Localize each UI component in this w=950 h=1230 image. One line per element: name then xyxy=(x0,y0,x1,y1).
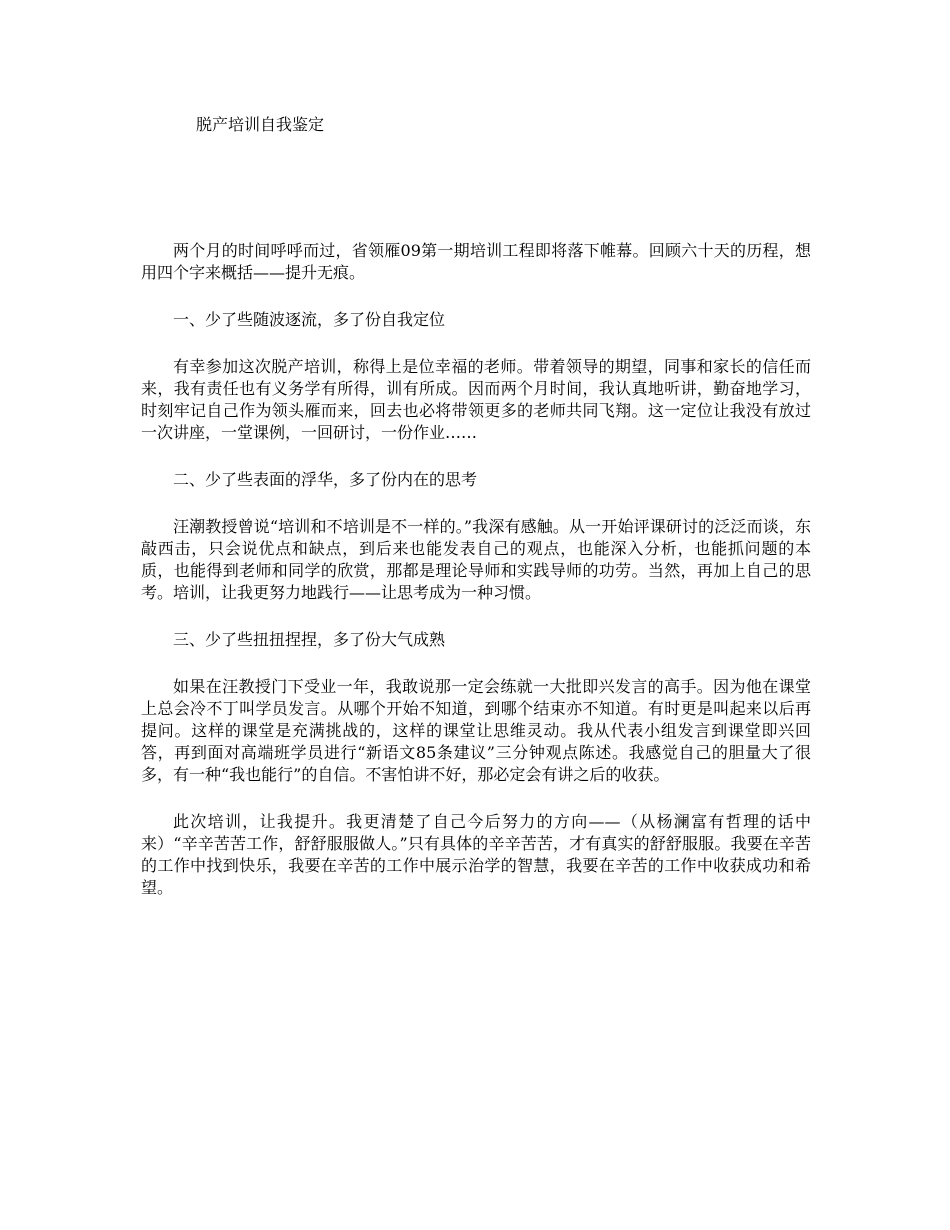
intro-paragraph: 两个月的时间呼呼而过，省领雁09第一期培训工程即将落下帷幕。回顾六十天的历程，想用四个字来概括——提升无痕。 xyxy=(141,241,811,282)
section-heading-1: 一、少了些随波逐流，多了份自我定位 xyxy=(173,310,446,329)
document-title: 脱产培训自我鉴定 xyxy=(196,115,325,134)
section-heading-3: 三、少了些扭扭捏捏，多了份大气成熟 xyxy=(173,630,446,649)
section-paragraph-3: 如果在汪教授门下受业一年，我敢说那一定会练就一大批即兴发言的高手。因为他在课堂上总会冷不丁叫学员发言。从哪个开始不知道，到哪个结束亦不知道。有时更是叫起来以后再提问。这样的课堂是充满挑战的，这样的课堂让思维灵动。我从代表小组发言到课堂即兴回答，再到面对高端班学员进行“新语文85条建议”三分钟观点陈述。我感觉自己的胆量大了很多，有一种“我也能行”的自信。不害怕讲不好，那必定会有讲之后的收获。 xyxy=(141,677,811,784)
document-body xyxy=(141,240,811,924)
section-heading-2: 二、少了些表面的浮华，多了份内在的思考 xyxy=(173,470,478,489)
conclusion-paragraph: 此次培训，让我提升。我更清楚了自己今后努力的方向——（从杨澜富有哲理的话中来）“辛辛苦苦工作，舒舒服服做人。”只有具体的辛辛苦苦，才有真实的舒舒服服。我要在辛苦的工作中找到快乐，我要在辛苦的工作中展示治学的智慧，我要在辛苦的工作中收获成功和希望。 xyxy=(141,812,811,897)
section-paragraph-1: 有幸参加这次脱产培训，称得上是位幸福的老师。带着领导的期望，同事和家长的信任而来，我有责任也有义务学有所得，训有所成。因而两个月时间，我认真地听讲，勤奋地学习，时刻牢记自己作为领头雁而来，回去也必将带领更多的老师共同飞翔。这一定位让我没有放过一次讲座，一堂课例，一回研讨，一份作业…… xyxy=(141,357,811,442)
section-paragraph-2: 汪潮教授曾说“培训和不培训是不一样的。”我深有感触。从一开始评课研讨的泛泛而谈，东敲西击，只会说优点和缺点，到后来也能发表自己的观点，也能深入分析，也能抓问题的本质，也能得到老师和同学的欣赏，那都是理论导师和实践导师的功劳。当然，再加上自己的思考。培训，让我更努力地践行——让思考成为一种习惯。 xyxy=(141,517,811,602)
